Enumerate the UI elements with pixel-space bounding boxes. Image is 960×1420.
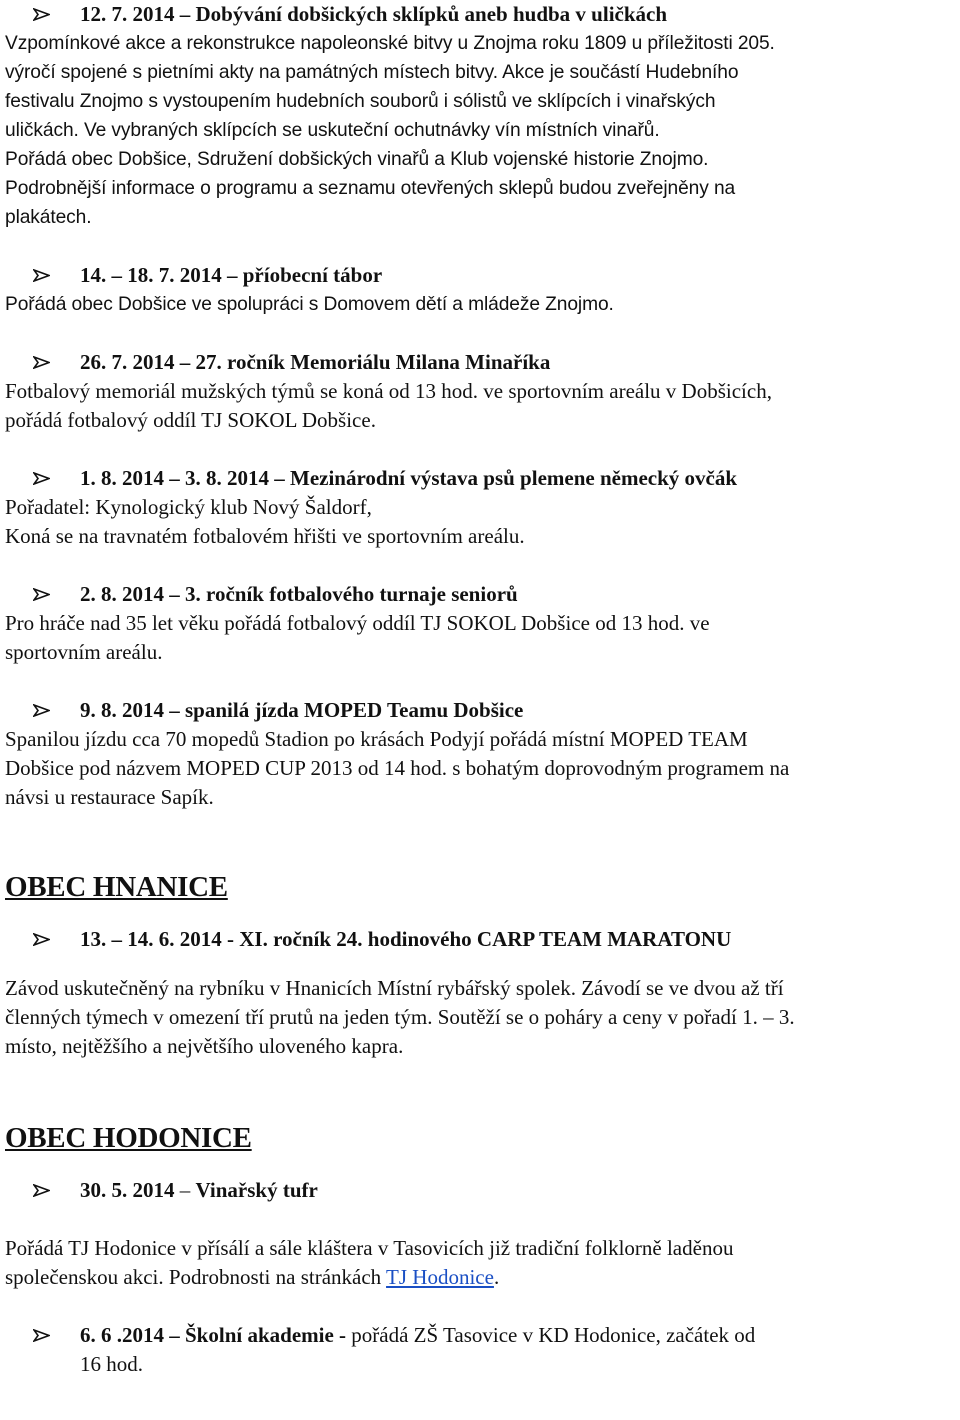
body-line: Spanilou jízdu cca 70 mopedů Stadion po krásách Podyjí pořádá místní MOPED TEAM [5, 727, 748, 751]
event-heading [5, 1176, 955, 1205]
section-title-hnanice: OBEC HNANICE [5, 871, 228, 903]
event-heading [5, 696, 955, 725]
event-memorial [5, 348, 955, 435]
event-body [5, 377, 955, 435]
body-line: návsi u restaurace Sapík. [5, 785, 214, 809]
event-heading [5, 580, 955, 609]
body-line: Pořádá TJ Hodonice v přísálí a sále kláštera v Tasovicích již tradiční folklorně laděnou [5, 1236, 734, 1260]
body-text-end: . [493, 1265, 500, 1289]
event-heading-text: 1. 8. 2014 – 3. 8. 2014 – Mezinárodní výstava psů plemene německý ovčák [80, 466, 738, 490]
body-text: společenskou akci. Podrobnosti na stránkách [5, 1265, 387, 1289]
body-line: Dobšice pod názvem MOPED CUP 2013 od 14 hod. s bohatým doprovodným programem na [5, 756, 790, 780]
event-skolni-akademie [5, 1321, 955, 1379]
event-heading [5, 348, 955, 377]
document [5, 0, 955, 1379]
event-body [5, 290, 955, 319]
event-heading-rest: pořádá ZŠ Tasovice v KD Hodonice, začátek od [351, 1323, 756, 1347]
event-body [5, 974, 955, 1061]
event-heading [5, 0, 955, 29]
body-line: pořádá fotbalový oddíl TJ SOKOL Dobšice. [5, 408, 376, 432]
body-line: Pořádá obec Dobšice, Sdružení dobšických vinařů a Klub vojenské historie Znojmo. [5, 149, 709, 170]
body-line: Fotbalový memoriál mužských týmů se koná od 13 hod. ve sportovním areálu v Dobšicích, [5, 379, 772, 403]
arrowhead-bullet-icon [33, 269, 50, 282]
body-line: Podrobnější informace o programu a seznamu otevřených sklepů budou zveřejněny na [5, 178, 736, 199]
event-heading [5, 464, 955, 493]
body-line: Koná se na travnatém fotbalovém hřišti ve sportovním areálu. [5, 524, 525, 548]
arrowhead-bullet-icon [33, 1329, 50, 1342]
event-body [5, 1234, 955, 1292]
event-heading-line2: 16 hod. [80, 1352, 143, 1376]
event-vinarsky-tufr [5, 1176, 955, 1292]
event-heading-text: 9. 8. 2014 – spanilá jízda MOPED Teamu Dobšice [80, 698, 524, 722]
event-dobyvani [5, 0, 955, 232]
event-heading-date: 30. 5. 2014 [80, 1178, 175, 1202]
body-line: sportovním areálu. [5, 640, 163, 664]
arrowhead-bullet-icon [33, 588, 50, 601]
body-line: Pro hráče nad 35 let věku pořádá fotbalový oddíl TJ SOKOL Dobšice od 13 hod. ve [5, 611, 710, 635]
body-line: místo, nejtěžšího a největšího uloveného kapra. [5, 1034, 404, 1058]
arrowhead-bullet-icon [33, 8, 50, 21]
event-heading-text: 2. 8. 2014 – 3. ročník fotbalového turnaje seniorů [80, 582, 518, 606]
body-line: výročí spojené s pietními akty na památných místech bitvy. Akce je součástí Hudebního [5, 62, 739, 83]
body-line: Pořádá obec Dobšice ve spolupráci s Domovem dětí a mládeže Znojmo. [5, 294, 614, 315]
arrowhead-bullet-icon [33, 933, 50, 946]
body-line: festivalu Znojmo s vystoupením hudebních souborů i sólistů ve sklípcích i vinařských [5, 91, 716, 112]
body-line: Pořadatel: Kynologický klub Nový Šaldorf, [5, 495, 372, 519]
tj-hodonice-link[interactable]: TJ Hodonice [386, 1265, 494, 1289]
arrowhead-bullet-icon [33, 356, 50, 369]
body-line [5, 1263, 955, 1292]
body-line: uličkách. Ve vybraných sklípcích se uskuteční ochutnávky vín místních vinařů. [5, 120, 660, 141]
event-heading-dash: – [174, 1178, 196, 1202]
event-heading [5, 925, 955, 954]
event-spanila-jizda [5, 696, 955, 812]
event-heading-text: 26. 7. 2014 – 27. ročník Memoriálu Milana Minaříka [80, 350, 551, 374]
event-body [5, 493, 955, 551]
arrowhead-bullet-icon [33, 1184, 50, 1197]
body-line: Závod uskutečněný na rybníku v Hnanicích Místní rybářský spolek. Závodí se ve dvou až tří [5, 976, 784, 1000]
event-heading-text: 12. 7. 2014 – Dobývání dobšických sklípků aneb hudba v uličkách [80, 2, 668, 26]
arrowhead-bullet-icon [33, 704, 50, 717]
event-tabor [5, 261, 955, 319]
event-vystava-psu [5, 464, 955, 551]
event-carp-maraton [5, 925, 955, 1061]
event-body [5, 609, 955, 667]
body-line: plakátech. [5, 207, 92, 228]
event-heading-text: 14. – 18. 7. 2014 – příobecní tábor [80, 263, 383, 287]
body-line: členných týmech v omezení tří prutů na jeden tým. Soutěží se o poháry a ceny v pořadí 1. – 3. [5, 1005, 795, 1029]
section-title-hodonice: OBEC HODONICE [5, 1122, 252, 1154]
event-heading-text: 13. – 14. 6. 2014 - XI. ročník 24. hodinového CARP TEAM MARATONU [80, 927, 732, 951]
event-heading-bold: 6. 6 .2014 – Školní akademie - [80, 1323, 352, 1347]
event-heading [5, 261, 955, 290]
event-body [5, 725, 955, 812]
event-turnaj-senioru [5, 580, 955, 667]
arrowhead-bullet-icon [33, 472, 50, 485]
event-heading-title: Vinařský tufr [195, 1178, 318, 1202]
event-heading [5, 1321, 955, 1350]
body-line: Vzpomínkové akce a rekonstrukce napoleonské bitvy u Znojma roku 1809 u příležitosti 205. [5, 33, 775, 54]
event-body [5, 29, 955, 232]
